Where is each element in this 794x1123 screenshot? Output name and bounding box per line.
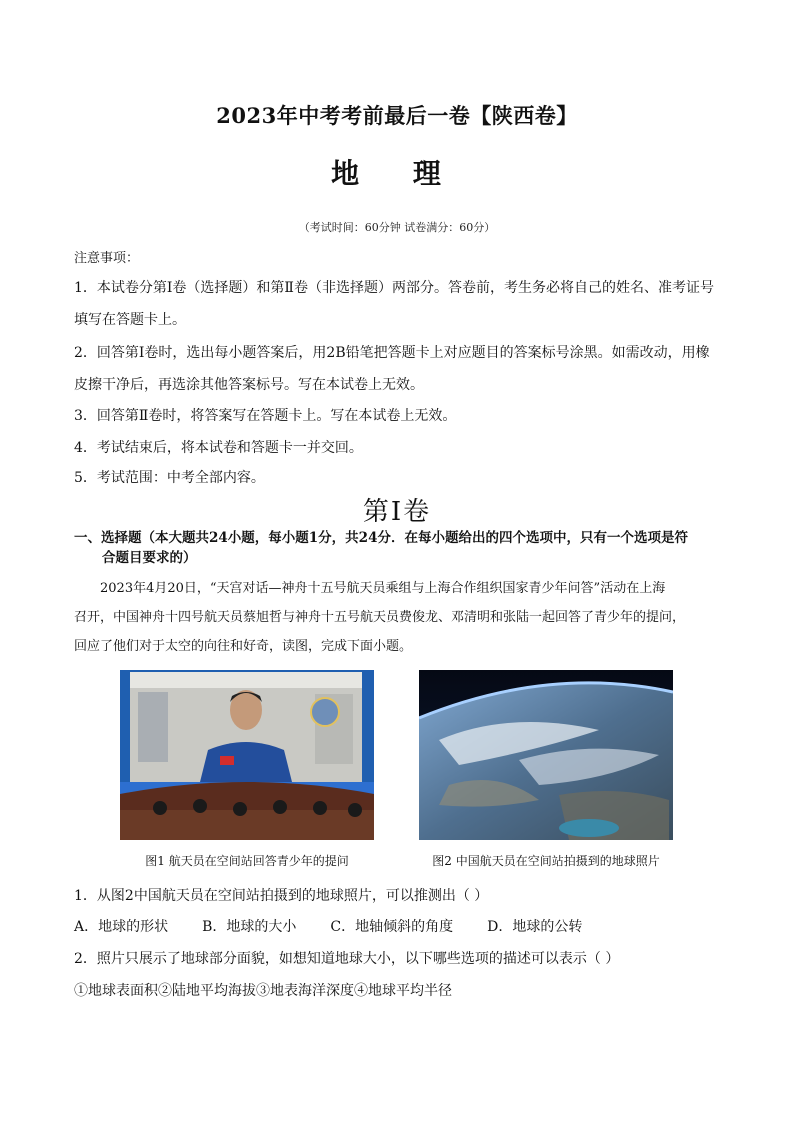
notes-heading: 注意事项： [74, 251, 140, 266]
option-d[interactable]: D．地球的公转 [487, 919, 583, 935]
note-line: 4．考试结束后，将本试卷和答题卡一并交回。 [74, 440, 363, 456]
figure-1-caption: 图1 航天员在空间站回答青少年的提问 [145, 854, 349, 868]
question-2-items: ①地球表面积②陆地平均海拔③地表海洋深度④地球平均半径 [74, 983, 452, 999]
section-title: 第Ⅰ卷 [362, 497, 432, 527]
part-one-line: 合题目要求的） [102, 550, 197, 566]
intro-line: 2023年4月20日，“天宫对话—神舟十五号航天员乘组与上海合作组织国家青少年问答”活动在上海 [100, 581, 666, 596]
question-1-options [74, 916, 616, 936]
intro-line: 召开，中国神舟十四号航天员蔡旭哲与神舟十五号航天员费俊龙、邓清明和张陆一起回答了青少年的提问， [74, 610, 686, 625]
exam-info: （考试时间：60分钟 试卷满分：60分） [298, 221, 496, 234]
option-b[interactable]: B．地球的大小 [202, 919, 297, 935]
option-c[interactable]: C．地轴倾斜的角度 [330, 919, 454, 935]
note-line: 2．回答第Ⅰ卷时，选出每小题答案后，用2B铅笔把答题卡上对应题目的答案标号涂黑。如需改动，用橡 [74, 345, 710, 361]
question-1-stem: 1．从图2中国航天员在空间站拍摄到的地球照片，可以推测出（ ） [74, 888, 489, 904]
subject-title: 地 理 [331, 157, 463, 190]
note-line: 皮擦干净后，再选涂其他答案标号。写在本试卷上无效。 [74, 377, 424, 393]
note-line: 5．考试范围：中考全部内容。 [74, 470, 265, 486]
intro-paragraph [74, 574, 726, 661]
note-line: 1．本试卷分第Ⅰ卷（选择题）和第Ⅱ卷（非选择题）两部分。答卷前，考生务必将自己的姓名、准考证号 [74, 280, 714, 296]
part-one-line: 一、选择题（本大题共24小题，每小题1分，共24分．在每小题给出的四个选项中，只有一个选项是符 [74, 530, 688, 546]
note-line: 3．回答第Ⅱ卷时，将答案写在答题卡上。写在本试卷上无效。 [74, 408, 457, 424]
part-one-heading [74, 528, 726, 568]
exam-title: 2023年中考考前最后一卷【陕西卷】 [216, 103, 578, 128]
intro-line: 回应了他们对于太空的向往和好奇，读图，完成下面小题。 [74, 639, 413, 654]
option-a[interactable]: A．地球的形状 [74, 919, 169, 935]
note-line: 填写在答题卡上。 [74, 312, 186, 328]
earth-photo [419, 670, 673, 840]
figure-2-caption: 图2 中国航天员在空间站拍摄到的地球照片 [432, 854, 660, 868]
question-2-stem: 2．照片只展示了地球部分面貌，如想知道地球大小，以下哪些选项的描述可以表示（ ） [74, 951, 620, 967]
astronaut-photo [120, 670, 374, 840]
